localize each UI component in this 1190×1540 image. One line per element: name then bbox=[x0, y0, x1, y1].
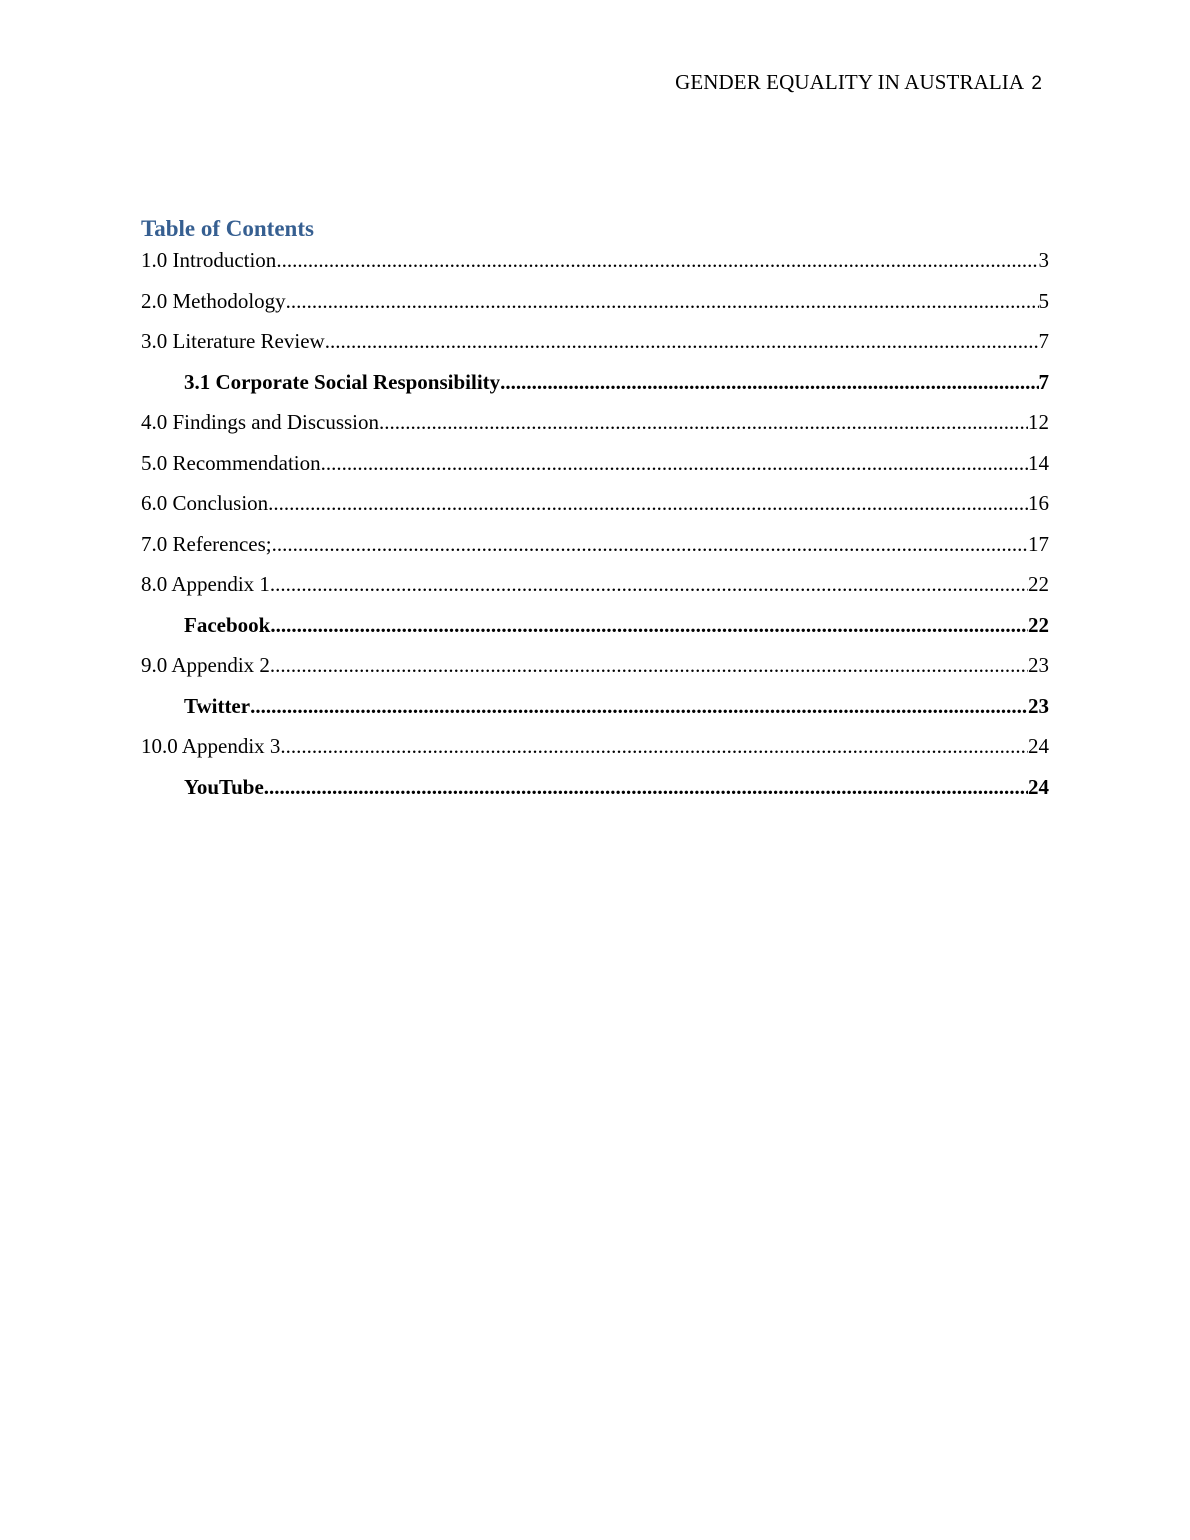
toc-entry-label: 6.0 Conclusion bbox=[141, 491, 269, 515]
toc-entry-label: 1.0 Introduction bbox=[141, 248, 277, 272]
toc-entry-methodology[interactable] bbox=[141, 289, 1049, 330]
toc-leader bbox=[286, 289, 1039, 314]
toc-entry-label: 7.0 References; bbox=[141, 531, 272, 556]
toc-entry-page: 23 bbox=[1028, 653, 1049, 677]
toc-entry-twitter[interactable] bbox=[141, 694, 1049, 735]
toc-entry-youtube[interactable] bbox=[141, 775, 1049, 816]
toc-leader bbox=[270, 572, 1028, 597]
running-title: GENDER EQUALITY IN AUSTRALIA bbox=[675, 70, 1023, 94]
toc-entry-page: 24 bbox=[1028, 774, 1049, 799]
page-number: 2 bbox=[1031, 73, 1042, 94]
toc-entry-label: YouTube bbox=[184, 774, 264, 799]
toc-entry-page: 5 bbox=[1038, 288, 1049, 313]
toc-leader bbox=[268, 491, 1028, 516]
toc-entry-label: 3.0 Literature Review bbox=[141, 329, 325, 353]
toc-entry-page: 14 bbox=[1028, 450, 1049, 475]
toc-entry-appendix-3[interactable] bbox=[141, 734, 1049, 775]
toc-entry-references[interactable] bbox=[141, 532, 1049, 573]
toc-leader bbox=[272, 532, 1028, 557]
toc-entry-recommendation[interactable] bbox=[141, 451, 1049, 492]
toc-entry-label: 3.1 Corporate Social Responsibility bbox=[184, 369, 501, 394]
toc-title: Table of Contents bbox=[141, 216, 314, 241]
toc-entry-label: 8.0 Appendix 1 bbox=[141, 572, 270, 596]
toc-entry-page: 17 bbox=[1028, 531, 1049, 556]
toc-entry-corporate-social-responsibility[interactable] bbox=[141, 370, 1049, 411]
toc-entry-label: Facebook bbox=[184, 612, 271, 637]
toc-entry-introduction[interactable] bbox=[141, 248, 1049, 289]
toc-entry-label: 10.0 Appendix 3 bbox=[141, 734, 281, 758]
toc-entry-label: Twitter bbox=[184, 693, 251, 718]
toc-entry-label: 4.0 Findings and Discussion bbox=[141, 410, 380, 434]
toc-entry-page: 16 bbox=[1028, 491, 1049, 515]
toc-entry-page: 7 bbox=[1038, 329, 1049, 353]
toc-entry-label: 5.0 Recommendation bbox=[141, 450, 321, 475]
toc-entry-page: 7 bbox=[1038, 369, 1049, 394]
toc-entry-conclusion[interactable] bbox=[141, 491, 1049, 532]
toc-entry-literature-review[interactable] bbox=[141, 329, 1049, 370]
toc-leader bbox=[321, 451, 1028, 476]
toc-entry-label: 2.0 Methodology bbox=[141, 288, 286, 313]
toc-list bbox=[141, 248, 1049, 815]
toc-leader bbox=[500, 370, 1038, 395]
toc-entry-findings-discussion[interactable] bbox=[141, 410, 1049, 451]
toc-leader bbox=[325, 329, 1039, 354]
toc-entry-page: 23 bbox=[1028, 693, 1049, 718]
toc-leader bbox=[270, 613, 1028, 638]
toc-leader bbox=[280, 734, 1028, 759]
toc-leader bbox=[379, 410, 1028, 435]
toc-leader bbox=[250, 694, 1028, 719]
toc-leader bbox=[270, 653, 1028, 678]
toc-entry-page: 12 bbox=[1028, 410, 1049, 434]
toc-entry-appendix-1[interactable] bbox=[141, 572, 1049, 613]
toc-entry-page: 22 bbox=[1028, 612, 1049, 637]
toc-entry-facebook[interactable] bbox=[141, 613, 1049, 654]
toc-entry-appendix-2[interactable] bbox=[141, 653, 1049, 694]
toc-entry-page: 22 bbox=[1028, 572, 1049, 596]
toc-entry-page: 3 bbox=[1038, 248, 1049, 272]
toc-leader bbox=[276, 248, 1038, 273]
toc-entry-label: 9.0 Appendix 2 bbox=[141, 653, 270, 677]
toc-leader bbox=[264, 775, 1028, 800]
toc-entry-page: 24 bbox=[1028, 734, 1049, 758]
running-header bbox=[675, 70, 1042, 95]
